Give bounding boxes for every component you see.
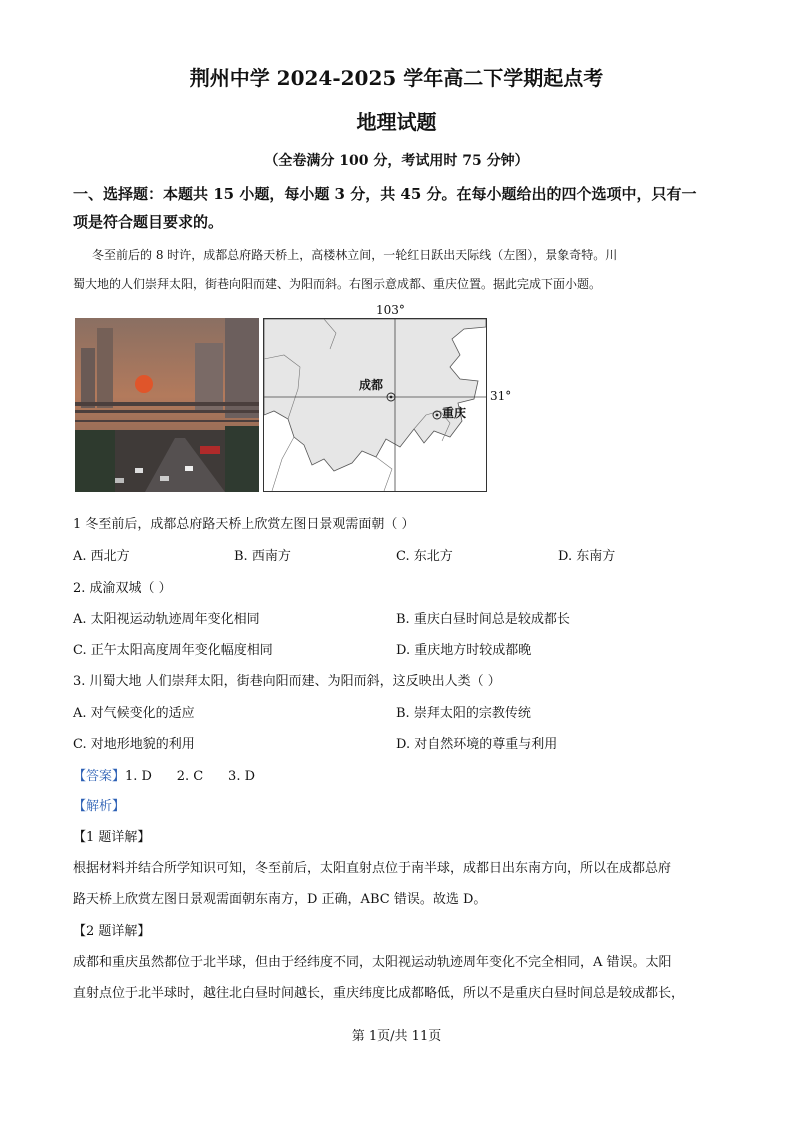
answer-row bbox=[73, 765, 255, 784]
q1-detail-line1: 根据材料并结合所学知识可知，冬至前后，太阳直射点位于南半球，成都日出东南方向，所以在成都总府 bbox=[73, 861, 672, 876]
exam-info: （全卷满分 100 分，考试用时 75 分钟） bbox=[264, 153, 529, 169]
q1-detail-heading: 【1 题详解】 bbox=[73, 830, 151, 845]
q2-option-c: C. 正午太阳高度周年变化幅度相同 bbox=[73, 643, 273, 658]
chongqing-label: 重庆 bbox=[442, 406, 467, 420]
question-3-stem: 3. 川蜀大地 人们崇拜太阳，街巷向阳而建、为阳而斜，这反映出人类（ ） bbox=[73, 674, 501, 689]
q1-option-c: C. 东北方 bbox=[396, 549, 453, 564]
latitude-label: 31° bbox=[490, 389, 512, 403]
page-number: 第 1页/共 11页 bbox=[351, 1029, 442, 1044]
q3-option-b: B. 崇拜太阳的宗教传统 bbox=[396, 706, 531, 721]
q2-detail-line2: 直射点位于北半球时，越往北白昼时间越长，重庆纬度比成都略低，所以不是重庆白昼时间总是较成都长， bbox=[73, 986, 685, 1001]
q2-option-b: B. 重庆白昼时间总是较成都长 bbox=[396, 612, 570, 627]
q2-detail-line1: 成都和重庆虽然都位于北半球，但由于经纬度不同，太阳视运动轨迹周年变化不完全相同，A 错误。太阳 bbox=[73, 955, 672, 970]
q3-option-d: D. 对自然环境的尊重与利用 bbox=[396, 737, 558, 752]
analysis-label: 【解析】 bbox=[73, 799, 126, 814]
q3-option-c: C. 对地形地貌的利用 bbox=[73, 737, 195, 752]
sun-icon bbox=[135, 375, 153, 393]
question-2-stem: 2. 成渝双城（ ） bbox=[73, 581, 172, 596]
q1-detail-line2: 路天桥上欣赏左图日景观需面朝东南方，D 正确，ABC 错误。故选 D。 bbox=[73, 892, 487, 907]
q1-option-d: D. 东南方 bbox=[558, 549, 616, 564]
sunrise-photo bbox=[75, 318, 259, 492]
q1-option-b: B. 西南方 bbox=[234, 549, 291, 564]
section-heading-line1: 一、选择题：本题共 15 小题，每小题 3 分，共 45 分。在每小题给出的四个选项中，只有一 bbox=[73, 185, 697, 203]
chengdu-label: 成都 bbox=[359, 378, 384, 392]
q2-detail-heading: 【2 题详解】 bbox=[73, 924, 151, 939]
subject-title: 地理试题 bbox=[356, 110, 437, 134]
answer-label: 【答案】 bbox=[73, 769, 126, 784]
section-heading-line2: 项是符合题目要求的。 bbox=[73, 213, 224, 231]
q1-option-a: A. 西北方 bbox=[73, 549, 130, 564]
exam-title: 荆州中学 2024-2025 学年高二下学期起点考 bbox=[189, 66, 604, 90]
question-1-stem: 1 冬至前后，成都总府路天桥上欣赏左图日景观需面朝（ ） bbox=[73, 517, 415, 532]
answer-values: 1. D 2. C 3. D bbox=[125, 769, 256, 784]
material-line2: 蜀大地的人们崇拜太阳，街巷向阳而建、为阳而斜。右图示意成都、重庆位置。据此完成下面小题。 bbox=[73, 277, 602, 291]
province-region bbox=[264, 319, 486, 471]
material-line1: 冬至前后的 8 时许，成都总府路天桥上，高楼林立间，一轮红日跃出天际线（左图），景象奇特。川 bbox=[92, 248, 618, 262]
q2-option-a: A. 太阳视运动轨迹周年变化相同 bbox=[73, 612, 260, 627]
longitude-label: 103° bbox=[376, 303, 405, 317]
q3-option-a: A. 对气候变化的适应 bbox=[73, 706, 195, 721]
q2-option-d: D. 重庆地方时较成都晚 bbox=[396, 643, 532, 658]
